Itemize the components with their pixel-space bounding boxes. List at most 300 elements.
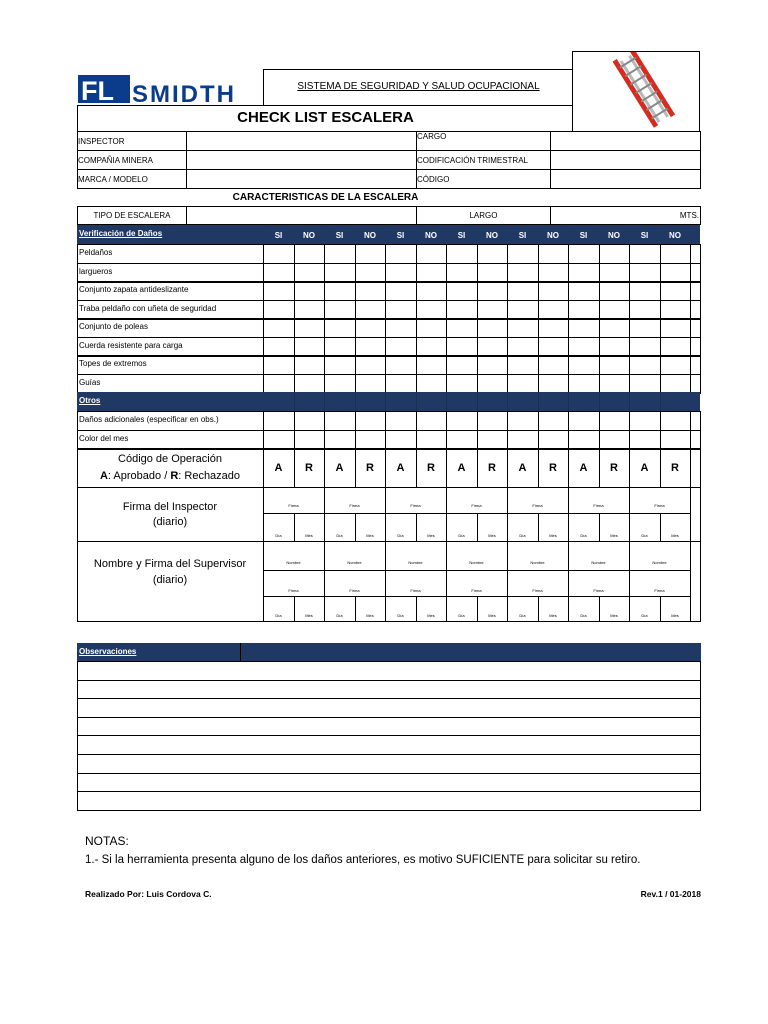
firma-label: Firma — [349, 503, 360, 508]
item-check-cell[interactable] — [385, 281, 417, 301]
firma-label: Firma — [288, 588, 299, 593]
item-check-cell[interactable] — [446, 263, 478, 283]
caracteristicas-table — [77, 206, 701, 225]
field-compania[interactable] — [187, 151, 417, 170]
legend-a-text: : Aprobado / — [107, 470, 171, 482]
doc-title: CHECK LIST ESCALERA — [237, 109, 414, 126]
mes-label: Mes — [610, 533, 618, 538]
operacion-code-r: R — [610, 462, 618, 474]
observaciones-line[interactable] — [77, 754, 701, 774]
dia-label: Día — [519, 533, 526, 538]
firma-label: Firma — [654, 588, 665, 593]
otros-check-cell[interactable] — [263, 411, 295, 431]
item-label: Traba peldaño con uñeta de seguridad — [79, 304, 217, 313]
item-check-cell[interactable] — [477, 374, 508, 394]
otros-divider — [294, 392, 295, 411]
mes-label: Mes — [488, 533, 496, 538]
svg-text:FL: FL — [81, 76, 114, 106]
item-check-cell[interactable] — [355, 300, 386, 320]
item-check-cell[interactable] — [385, 374, 417, 394]
mes-label: Mes — [305, 533, 313, 538]
col-header-si: SI — [457, 231, 466, 240]
item-check-cell[interactable] — [660, 355, 691, 375]
col-header-no: NO — [425, 231, 437, 240]
otros-check-cell[interactable] — [660, 430, 691, 450]
svg-text:SMIDTH: SMIDTH — [132, 81, 234, 106]
item-check-cell[interactable] — [416, 318, 447, 338]
item-check-cell[interactable] — [294, 281, 325, 301]
otros-check-cell[interactable] — [446, 411, 478, 431]
nombre-divider — [507, 570, 568, 571]
item-check-cell[interactable] — [416, 244, 447, 264]
item-check-cell[interactable] — [538, 300, 569, 320]
item-check-cell[interactable] — [416, 300, 447, 320]
realizado-por: Realizado Por: Luis Cordova C. — [85, 889, 212, 899]
item-check-cell[interactable] — [599, 374, 630, 394]
mes-label: Mes — [366, 533, 374, 538]
dia-label: Día — [641, 533, 648, 538]
label-codificacion: CODIFICACIÓN TRIMESTRAL — [417, 151, 551, 170]
item-check-cell[interactable] — [477, 300, 508, 320]
item-check-cell[interactable] — [568, 318, 600, 338]
item-check-cell[interactable] — [507, 300, 539, 320]
item-label: Conjunto zapata antideslizante — [79, 285, 189, 294]
item-check-cell[interactable] — [599, 263, 630, 283]
firma-supervisor-diario: (diario) — [152, 574, 188, 586]
label-codigo: CÓDIGO — [417, 170, 551, 189]
item-check-cell[interactable] — [507, 374, 539, 394]
item-check-cell[interactable] — [629, 300, 661, 320]
otros-header: Otros — [79, 396, 101, 405]
otros-check-cell[interactable] — [355, 411, 386, 431]
otros-check-cell[interactable] — [324, 411, 356, 431]
otros-divider — [446, 392, 447, 411]
firma-label: Firma — [471, 503, 482, 508]
item-label: Conjunto de poleas — [79, 322, 148, 331]
operacion-code-r: R — [427, 462, 435, 474]
otros-check-cell[interactable] — [446, 430, 478, 450]
otros-label: Color del mes — [79, 434, 129, 443]
item-check-cell[interactable] — [355, 263, 386, 283]
operacion-legend — [77, 471, 263, 482]
item-label: Cuerda resistente para carga — [79, 341, 183, 350]
otros-divider — [599, 392, 600, 411]
item-check-cell[interactable] — [568, 355, 600, 375]
firma-label: Firma — [471, 588, 482, 593]
otros-check-cell[interactable] — [568, 430, 600, 450]
col-header-si: SI — [335, 231, 344, 240]
item-check-cell[interactable] — [660, 318, 691, 338]
info-table — [77, 131, 701, 189]
item-check-cell[interactable] — [385, 300, 417, 320]
dia-label: Día — [336, 613, 343, 618]
field-largo[interactable] — [551, 207, 701, 225]
item-check-cell[interactable] — [477, 263, 508, 283]
item-check-cell[interactable] — [355, 374, 386, 394]
item-check-cell[interactable] — [629, 337, 661, 357]
verificacion-header: Verificación de Daños — [79, 229, 163, 238]
field-inspector[interactable] — [187, 132, 417, 151]
firma-label: Firma — [593, 503, 604, 508]
item-check-cell[interactable] — [599, 318, 630, 338]
field-cargo[interactable] — [551, 132, 701, 151]
dia-label: Día — [580, 533, 587, 538]
nombre-label: Nombre — [408, 560, 423, 565]
observaciones-line[interactable] — [77, 735, 701, 755]
otros-check-cell[interactable] — [629, 430, 661, 450]
item-check-cell[interactable] — [263, 355, 295, 375]
dia-label: Día — [397, 613, 404, 618]
col-header-si: SI — [274, 231, 283, 240]
otros-check-cell[interactable] — [355, 430, 386, 450]
item-check-cell[interactable] — [599, 281, 630, 301]
nombre-divider — [385, 570, 446, 571]
item-check-cell[interactable] — [507, 318, 539, 338]
otros-divider — [538, 392, 539, 411]
observaciones-divider — [240, 643, 241, 661]
operacion-code-r: R — [488, 462, 496, 474]
otros-divider — [629, 392, 630, 411]
caracteristicas-title: CARACTERISTICAS DE LA ESCALERA — [232, 192, 419, 203]
firma-supervisor-title: Nombre y Firma del Supervisor — [93, 558, 247, 570]
otros-check-cell[interactable] — [294, 411, 325, 431]
nombre-divider — [324, 570, 385, 571]
item-check-cell[interactable] — [294, 355, 325, 375]
firma-inspector-title: Firma del Inspector — [122, 501, 218, 513]
observaciones-line[interactable] — [77, 791, 701, 811]
item-check-cell[interactable] — [660, 281, 691, 301]
dia-label: Día — [458, 613, 465, 618]
item-check-cell[interactable] — [355, 318, 386, 338]
item-check-cell[interactable] — [355, 244, 386, 264]
ladder-image-box — [572, 51, 700, 132]
otros-check-cell[interactable] — [629, 411, 661, 431]
otros-divider — [355, 392, 356, 411]
col-header-no: NO — [364, 231, 376, 240]
item-check-cell[interactable] — [660, 244, 691, 264]
otros-check-cell[interactable] — [660, 411, 691, 431]
nombre-label: Nombre — [591, 560, 606, 565]
nombre-divider — [263, 570, 324, 571]
item-check-cell[interactable] — [538, 337, 569, 357]
item-check-cell[interactable] — [660, 300, 691, 320]
item-check-cell[interactable] — [263, 263, 295, 283]
item-check-cell[interactable] — [599, 355, 630, 375]
item-check-cell[interactable] — [446, 355, 478, 375]
otros-label: Daños adicionales (especificar en obs.) — [79, 415, 219, 424]
otros-check-cell[interactable] — [507, 411, 539, 431]
item-check-cell[interactable] — [507, 244, 539, 264]
operacion-code-a: A — [518, 462, 527, 474]
item-check-cell[interactable] — [385, 355, 417, 375]
col-header-no: NO — [669, 231, 681, 240]
item-check-cell[interactable] — [294, 337, 325, 357]
item-check-cell[interactable] — [477, 281, 508, 301]
operacion-code-a: A — [640, 462, 649, 474]
item-check-cell[interactable] — [446, 374, 478, 394]
col-header-si: SI — [518, 231, 527, 240]
observaciones-line[interactable] — [77, 773, 701, 793]
mes-label: Mes — [549, 613, 557, 618]
label-marca: MARCA / MODELO — [78, 170, 187, 189]
item-check-cell[interactable] — [263, 300, 295, 320]
item-check-cell[interactable] — [294, 244, 325, 264]
otros-divider — [660, 392, 661, 411]
otros-check-cell[interactable] — [568, 411, 600, 431]
item-check-cell[interactable] — [324, 318, 356, 338]
firma-label: Firma — [532, 503, 543, 508]
item-check-cell[interactable] — [355, 281, 386, 301]
mes-label: Mes — [427, 613, 435, 618]
operacion-code-a: A — [274, 462, 283, 474]
item-check-cell[interactable] — [446, 318, 478, 338]
firma-label: Firma — [654, 503, 665, 508]
item-check-cell[interactable] — [629, 244, 661, 264]
otros-divider — [324, 392, 325, 411]
nota-1: 1.- Si la herramienta presenta alguno de los daños anteriores, es motivo SUFICIENTE para solicitar su retiro. — [85, 854, 641, 866]
legend-r-text: : Rechazado — [178, 470, 241, 482]
item-check-cell[interactable] — [446, 300, 478, 320]
item-check-cell[interactable] — [629, 263, 661, 283]
col-header-no: NO — [547, 231, 559, 240]
item-check-cell[interactable] — [538, 263, 569, 283]
operacion-code-a: A — [579, 462, 588, 474]
notas-title: NOTAS: — [85, 834, 129, 848]
dia-label: Día — [580, 613, 587, 618]
item-check-cell[interactable] — [507, 355, 539, 375]
operacion-code-a: A — [396, 462, 405, 474]
mes-label: Mes — [549, 533, 557, 538]
item-check-cell[interactable] — [629, 281, 661, 301]
ladder-icon — [573, 52, 699, 131]
item-check-cell[interactable] — [324, 263, 356, 283]
item-check-cell[interactable] — [416, 374, 447, 394]
item-check-cell[interactable] — [416, 263, 447, 283]
item-check-cell[interactable] — [599, 300, 630, 320]
item-check-cell[interactable] — [294, 318, 325, 338]
dia-label: Día — [397, 533, 404, 538]
item-check-cell[interactable] — [568, 244, 600, 264]
legend-a: A — [99, 470, 108, 482]
item-check-cell[interactable] — [538, 318, 569, 338]
otros-check-cell[interactable] — [538, 411, 569, 431]
item-check-cell[interactable] — [324, 374, 356, 394]
label-compania: COMPAÑIA MINERA — [78, 151, 187, 170]
item-check-cell[interactable] — [355, 355, 386, 375]
item-check-cell[interactable] — [538, 355, 569, 375]
item-check-cell[interactable] — [324, 355, 356, 375]
operacion-code-a: A — [457, 462, 466, 474]
mes-label: Mes — [366, 613, 374, 618]
item-check-cell[interactable] — [568, 300, 600, 320]
operacion-title: Código de Operación — [118, 453, 222, 465]
field-tipo[interactable] — [187, 207, 417, 225]
item-check-cell[interactable] — [477, 337, 508, 357]
item-check-cell[interactable] — [538, 281, 569, 301]
dia-label: Día — [275, 533, 282, 538]
item-check-cell[interactable] — [385, 263, 417, 283]
item-check-cell[interactable] — [416, 281, 447, 301]
otros-check-cell[interactable] — [599, 430, 630, 450]
nombre-label: Nombre — [530, 560, 545, 565]
item-label: Peldaños — [79, 248, 113, 257]
item-check-cell[interactable] — [385, 244, 417, 264]
mes-label: Mes — [305, 613, 313, 618]
otros-check-cell[interactable] — [385, 411, 417, 431]
item-check-cell[interactable] — [355, 337, 386, 357]
item-check-cell[interactable] — [629, 374, 661, 394]
otros-check-cell[interactable] — [416, 430, 447, 450]
item-check-cell[interactable] — [568, 263, 600, 283]
item-check-cell[interactable] — [507, 263, 539, 283]
otros-divider — [568, 392, 569, 411]
nombre-label: Nombre — [469, 560, 484, 565]
otros-check-cell[interactable] — [599, 411, 630, 431]
firma-label: Firma — [288, 503, 299, 508]
item-check-cell[interactable] — [660, 337, 691, 357]
observaciones-header-bar — [77, 643, 701, 661]
firma-label: Firma — [410, 503, 421, 508]
col-header-si: SI — [579, 231, 588, 240]
otros-divider — [507, 392, 508, 411]
label-tipo: TIPO DE ESCALERA — [78, 207, 187, 225]
item-check-cell[interactable] — [263, 318, 295, 338]
dia-label: Día — [641, 613, 648, 618]
item-label: Guías — [79, 378, 101, 387]
item-check-cell[interactable] — [568, 374, 600, 394]
label-cargo: CARGO — [417, 132, 551, 151]
item-check-cell[interactable] — [324, 281, 356, 301]
observaciones-line[interactable] — [77, 717, 701, 737]
mes-label: Mes — [488, 613, 496, 618]
item-check-cell[interactable] — [446, 337, 478, 357]
otros-check-cell[interactable] — [416, 411, 447, 431]
item-check-cell[interactable] — [324, 337, 356, 357]
item-check-cell[interactable] — [263, 244, 295, 264]
col-header-no: NO — [608, 231, 620, 240]
firma-label: Firma — [410, 588, 421, 593]
item-check-cell[interactable] — [538, 244, 569, 264]
label-largo: LARGO — [417, 207, 551, 225]
item-check-cell[interactable] — [263, 337, 295, 357]
nombre-label: Nombre — [652, 560, 667, 565]
item-check-cell[interactable] — [507, 281, 539, 301]
item-label: Topes de extremos — [79, 359, 147, 368]
mes-label: Mes — [427, 533, 435, 538]
system-title: SISTEMA DE SEGURIDAD Y SALUD OCUPACIONAL — [297, 81, 540, 92]
item-check-cell[interactable] — [416, 337, 447, 357]
observaciones-header: Observaciones — [79, 647, 137, 656]
item-check-cell[interactable] — [294, 263, 325, 283]
operacion-code-r: R — [366, 462, 374, 474]
item-check-cell[interactable] — [294, 374, 325, 394]
item-check-cell[interactable] — [477, 244, 508, 264]
item-check-cell[interactable] — [446, 244, 478, 264]
item-check-cell[interactable] — [538, 374, 569, 394]
otros-check-cell[interactable] — [538, 430, 569, 450]
item-check-cell[interactable] — [477, 318, 508, 338]
item-check-cell[interactable] — [294, 300, 325, 320]
otros-check-cell[interactable] — [294, 430, 325, 450]
field-codigo[interactable] — [551, 170, 701, 189]
otros-divider — [385, 392, 386, 411]
item-check-cell[interactable] — [568, 281, 600, 301]
operacion-code-r: R — [671, 462, 679, 474]
company-logo — [78, 72, 234, 106]
item-check-cell[interactable] — [385, 337, 417, 357]
otros-check-cell[interactable] — [507, 430, 539, 450]
item-check-cell[interactable] — [477, 355, 508, 375]
item-check-cell[interactable] — [263, 281, 295, 301]
otros-header-bar — [77, 392, 700, 411]
item-check-cell[interactable] — [599, 244, 630, 264]
firma-label: Firma — [593, 588, 604, 593]
col-header-si: SI — [396, 231, 405, 240]
firma-inspector-diario: (diario) — [152, 516, 188, 528]
item-check-cell[interactable] — [446, 281, 478, 301]
dia-label: Día — [458, 533, 465, 538]
label-mts: MTS. — [679, 211, 699, 220]
observaciones-line[interactable] — [77, 661, 701, 681]
item-check-cell[interactable] — [507, 337, 539, 357]
nombre-label: Nombre — [347, 560, 362, 565]
observaciones-line[interactable] — [77, 698, 701, 718]
firma-label: Firma — [349, 588, 360, 593]
nombre-divider — [446, 570, 507, 571]
item-check-cell[interactable] — [263, 374, 295, 394]
item-check-cell[interactable] — [660, 374, 691, 394]
col-header-no: NO — [303, 231, 315, 240]
otros-check-cell[interactable] — [263, 430, 295, 450]
item-check-cell[interactable] — [416, 355, 447, 375]
col-header-no: NO — [486, 231, 498, 240]
item-check-cell[interactable] — [324, 300, 356, 320]
item-check-cell[interactable] — [660, 263, 691, 283]
otros-divider — [416, 392, 417, 411]
mes-label: Mes — [671, 613, 679, 618]
operacion-code-r: R — [549, 462, 557, 474]
item-check-cell[interactable] — [599, 337, 630, 357]
mes-label: Mes — [671, 533, 679, 538]
field-codificacion[interactable] — [551, 151, 701, 170]
field-marca[interactable] — [187, 170, 417, 189]
item-check-cell[interactable] — [629, 355, 661, 375]
item-label: largueros — [79, 267, 113, 276]
otros-check-cell[interactable] — [324, 430, 356, 450]
otros-check-cell[interactable] — [477, 411, 508, 431]
dia-label: Día — [275, 613, 282, 618]
nombre-divider — [568, 570, 629, 571]
firma-label: Firma — [532, 588, 543, 593]
item-check-cell[interactable] — [385, 318, 417, 338]
otros-divider — [477, 392, 478, 411]
col-header-si: SI — [640, 231, 649, 240]
otros-check-cell[interactable] — [385, 430, 417, 450]
otros-check-cell[interactable] — [477, 430, 508, 450]
label-inspector: INSPECTOR — [78, 132, 187, 151]
nombre-divider — [629, 570, 690, 571]
operacion-code-r: R — [305, 462, 313, 474]
dia-label: Día — [336, 533, 343, 538]
item-check-cell[interactable] — [324, 244, 356, 264]
item-check-cell[interactable] — [568, 337, 600, 357]
observaciones-line[interactable] — [77, 680, 701, 700]
item-check-cell[interactable] — [629, 318, 661, 338]
operacion-code-a: A — [335, 462, 344, 474]
legend-r: R — [170, 470, 179, 482]
mes-label: Mes — [610, 613, 618, 618]
nombre-label: Nombre — [286, 560, 301, 565]
